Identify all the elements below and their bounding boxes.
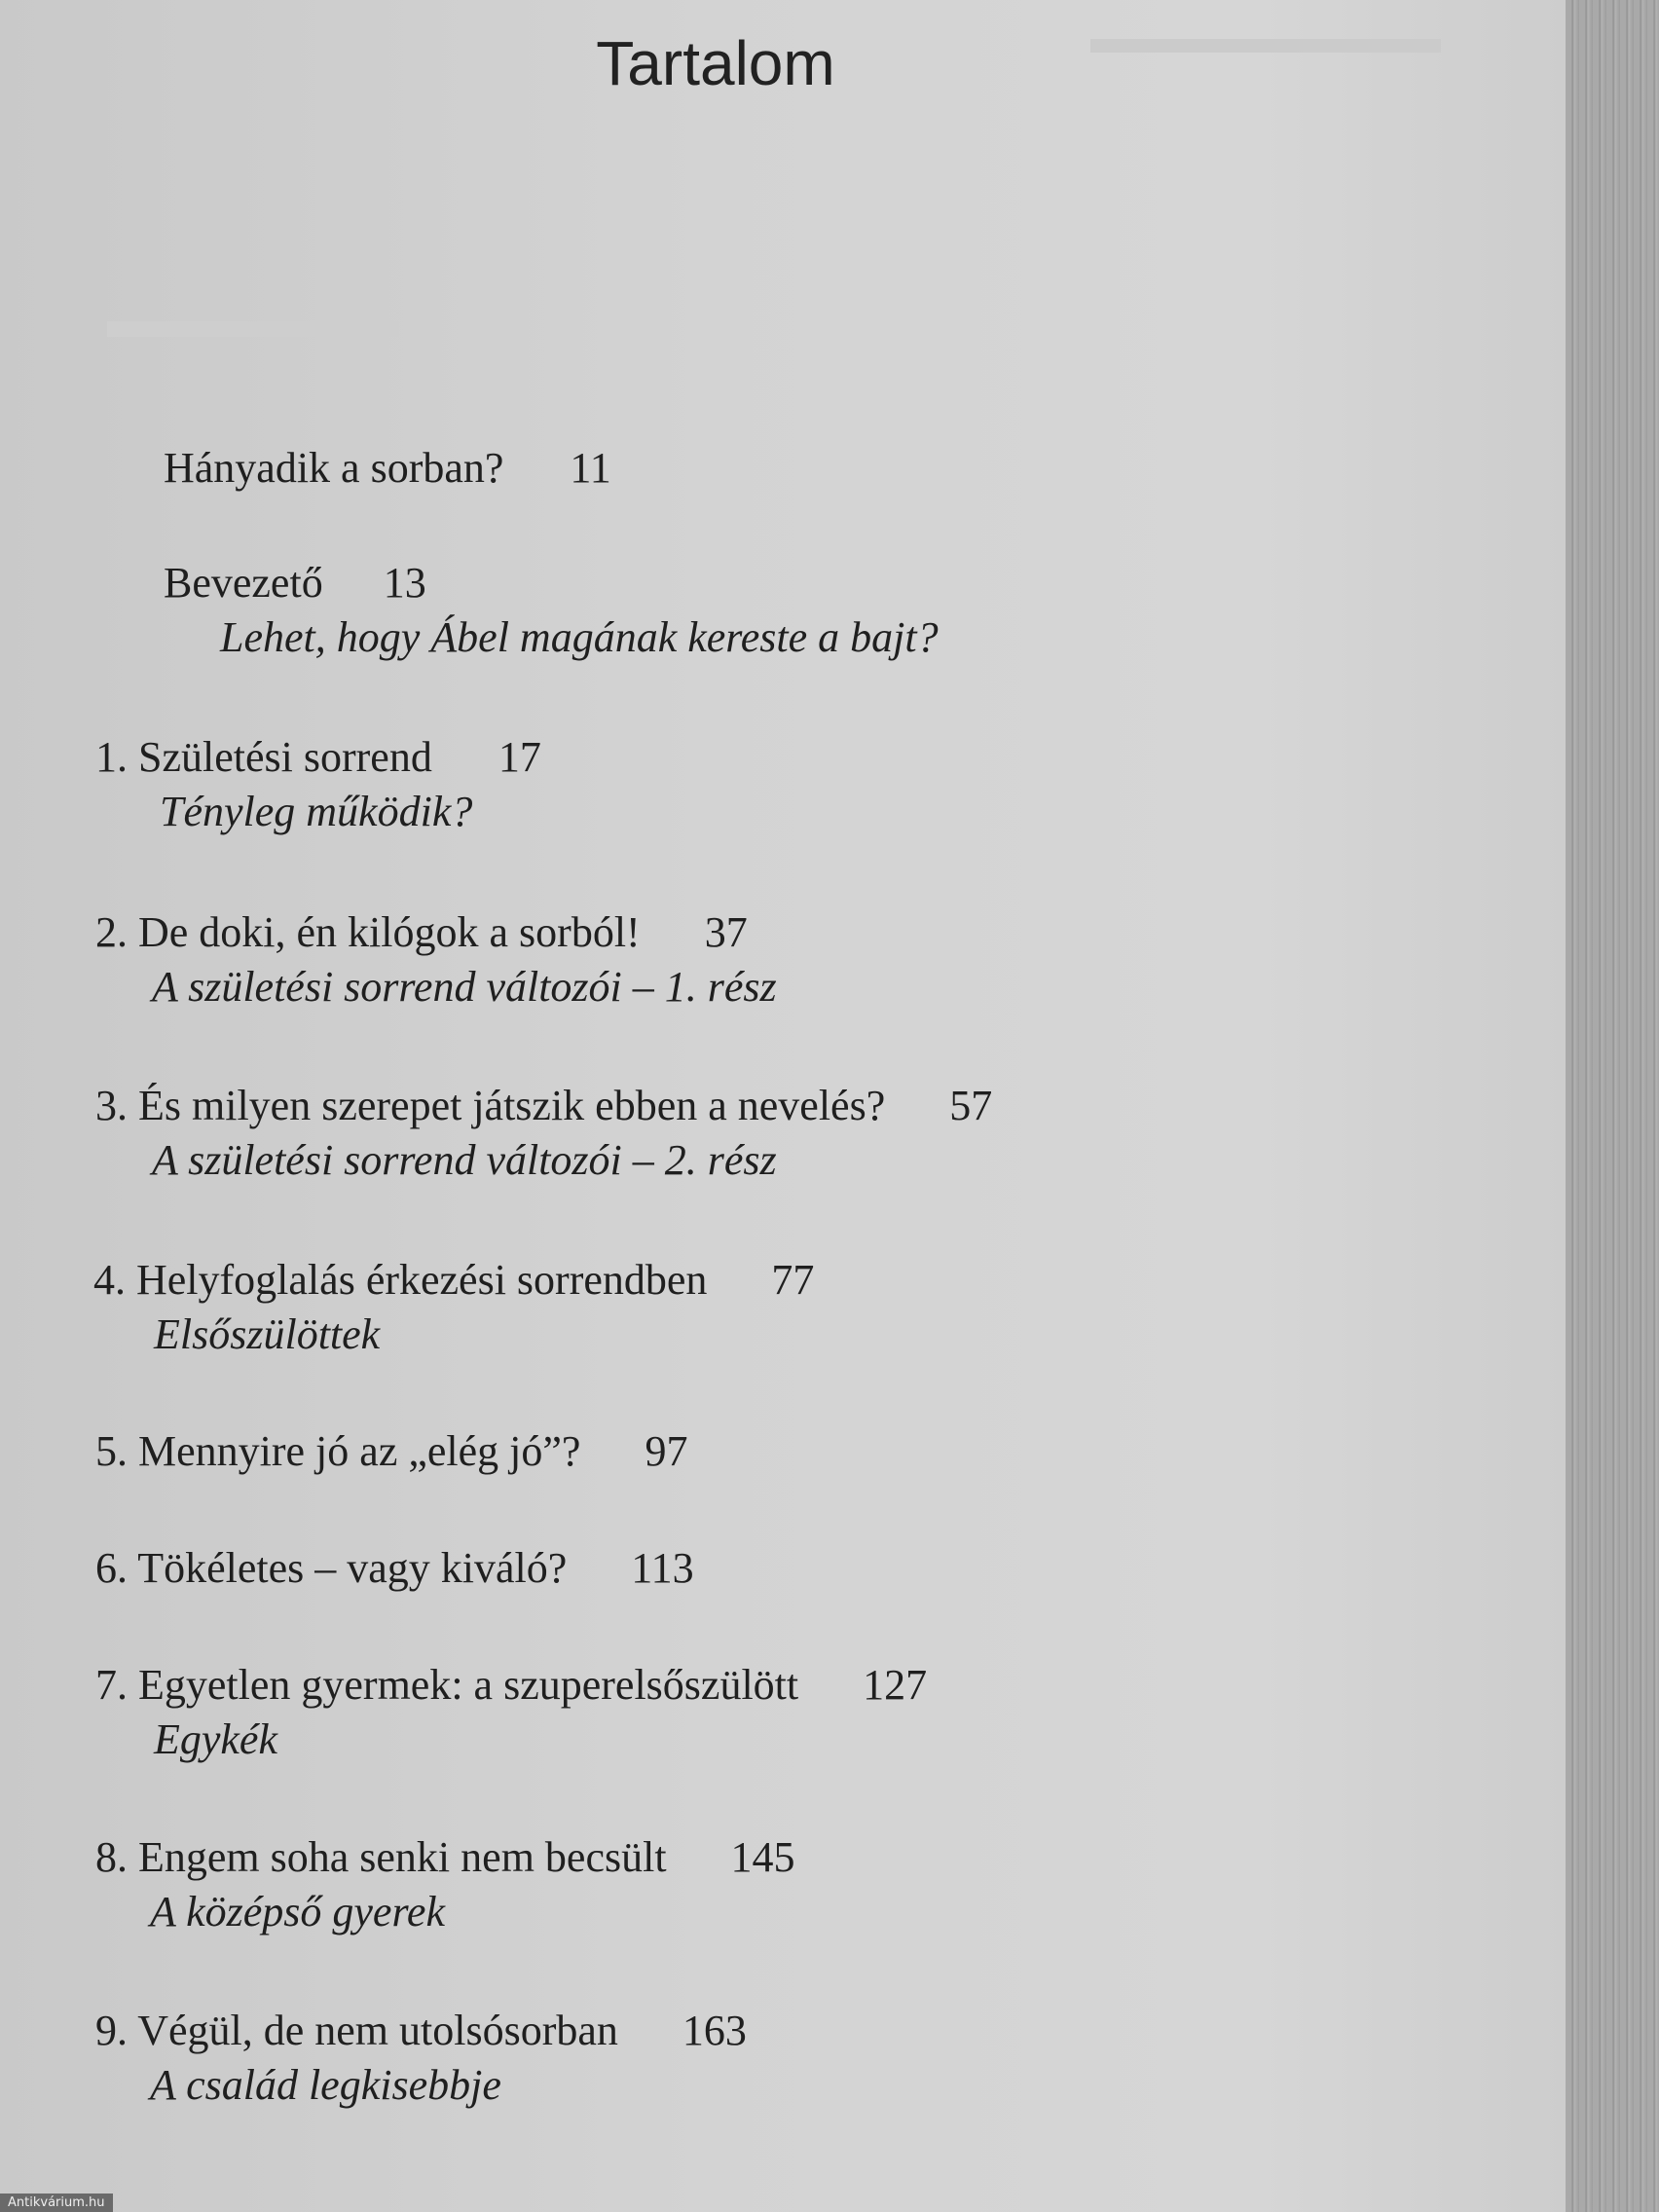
toc-entry xyxy=(95,1658,927,1767)
entry-subtitle: Tényleg működik? xyxy=(160,788,473,835)
entry-subtitle: A középső gyerek xyxy=(150,1888,445,1936)
entry-label: 3. És milyen szerepet játszik ebben a nevelés? xyxy=(95,1082,886,1129)
book-binding-edge xyxy=(1566,0,1659,2212)
entry-page-number: 13 xyxy=(383,559,426,607)
entry-subtitle: Lehet, hogy Ábel magának kereste a bajt? xyxy=(220,613,939,661)
entry-label: 9. Végül, de nem utolsósorban xyxy=(95,2007,618,2054)
entry-subtitle: Egykék xyxy=(154,1715,277,1763)
entry-label: 1. Születési sorrend xyxy=(95,733,432,781)
entry-label: Hányadik a sorban? xyxy=(164,444,504,492)
entry-label: 2. De doki, én kilógok a sorból! xyxy=(95,908,641,956)
entry-page-number: 163 xyxy=(682,2007,747,2054)
entry-subtitle: A születési sorrend változói – 1. rész xyxy=(152,963,777,1011)
entry-page-number: 37 xyxy=(704,908,748,956)
entry-subtitle: A család legkisebbje xyxy=(150,2061,501,2109)
toc-entry xyxy=(164,441,611,496)
entry-label: 5. Mennyire jó az „elég jó”? xyxy=(95,1427,581,1475)
watermark: Antikvárium.hu xyxy=(0,2194,113,2212)
toc-entry xyxy=(95,1424,687,1479)
entry-page-number: 11 xyxy=(570,444,611,492)
toc-entry xyxy=(95,2004,747,2113)
entry-page-number: 77 xyxy=(771,1256,815,1304)
entry-page-number: 57 xyxy=(949,1082,993,1129)
entry-label: Bevezető xyxy=(164,559,323,607)
entry-subtitle: Elsőszülöttek xyxy=(154,1310,381,1358)
toc-entry xyxy=(164,556,939,665)
entry-page-number: 97 xyxy=(645,1427,688,1475)
entry-label: 4. Helyfoglalás érkezési sorrendben xyxy=(93,1256,708,1304)
entry-label: 8. Engem soha senki nem becsült xyxy=(95,1833,667,1881)
toc-entry xyxy=(95,1079,992,1188)
toc-entry xyxy=(93,1253,814,1362)
entry-subtitle: A születési sorrend változói – 2. rész xyxy=(152,1136,777,1184)
toc-entry xyxy=(95,905,777,1014)
entry-label: 6. Tökéletes – vagy kiváló? xyxy=(95,1544,568,1592)
toc-entry xyxy=(95,1541,694,1596)
toc-entry xyxy=(95,730,541,839)
entry-page-number: 145 xyxy=(730,1833,795,1881)
entry-page-number: 113 xyxy=(631,1544,694,1592)
entry-page-number: 17 xyxy=(498,733,541,781)
entry-label: 7. Egyetlen gyermek: a szuperelsőszülött xyxy=(95,1661,799,1709)
show-through-mark xyxy=(107,321,399,337)
toc-entry xyxy=(95,1830,795,1939)
entry-page-number: 127 xyxy=(863,1661,928,1709)
page-title: Tartalom xyxy=(596,28,835,98)
